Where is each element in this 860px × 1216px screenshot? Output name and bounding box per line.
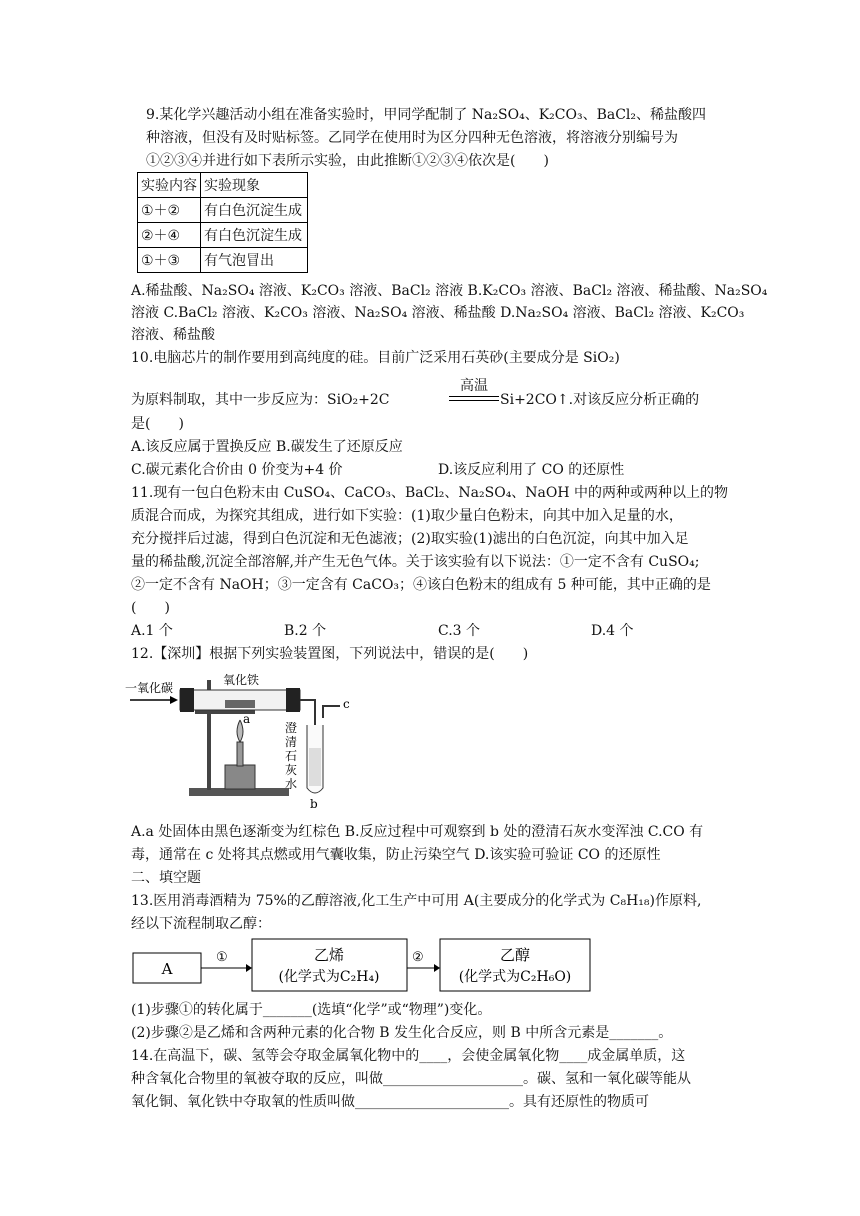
table-cell: 有白色沉淀生成 — [201, 223, 308, 248]
q12-options-line-1: A.a 处固体由黑色逐渐变为红棕色 B.反应过程中可观察到 b 处的澄清石灰水变浑浊 C.CO 有 — [131, 824, 704, 840]
limewater-liquid — [309, 748, 321, 786]
q10-option-c: C.碳元素化合价由 0 价变为+4 价 — [131, 462, 343, 478]
iron-oxide-sample — [225, 700, 255, 708]
table-cell: 有气泡冒出 — [201, 248, 308, 273]
q14-line-3: 氧化铜、氧化铁中夺取氧的性质叫做______________________。具有还原性的物质可 — [131, 1094, 649, 1110]
arrow-head-icon — [170, 696, 178, 704]
q9-options-line-2: 溶液 C.BaCl₂ 溶液、K₂CO₃ 溶液、Na₂SO₄ 溶液、稀盐酸 D.Na₂SO₄ 溶液、BaCl₂ 溶液、K₂CO₃ — [131, 305, 745, 321]
q11-line-2: 质混合而成，为探究其组成，进行如下实验：(1)取少量白色粉末，向其中加入足量的水， — [131, 508, 683, 524]
q9-options-line-3: 溶液、稀盐酸 — [131, 327, 215, 343]
q11-line-6: ( ) — [131, 600, 170, 616]
q11-line-3: 充分搅拌后过滤，得到白色沉淀和无色滤液；(2)取实验(1)滤出的白色沉淀，向其中加入足 — [131, 531, 689, 547]
q11-option-c: C.3 个 — [438, 623, 481, 639]
limewater-char: 清 — [285, 735, 298, 749]
q12-stem: 12.【深圳】根据下列实验装置图，下列说法中，错误的是( ) — [131, 646, 529, 662]
q9-experiment-table — [137, 172, 308, 273]
table-row — [138, 223, 308, 248]
section-title: 二、填空题 — [131, 870, 201, 886]
arrow-head-icon — [434, 964, 440, 972]
q11-option-a: A.1 个 — [131, 623, 173, 639]
flow-box-a-label: A — [161, 960, 173, 978]
arrow-head-icon — [246, 964, 252, 972]
gas-label: 一氧化碳 — [125, 681, 174, 695]
reaction-condition: 高温 — [460, 378, 488, 394]
q10-option-ab: A.该反应属于置换反应 B.碳发生了还原反应 — [131, 439, 403, 455]
q10-line-1: 10.电脑芯片的制作要用到高纯度的硅。目前广泛采用石英砂(主要成分是 SiO₂) — [131, 350, 620, 366]
point-c-label: c — [343, 697, 350, 711]
lamp-wick — [237, 742, 243, 766]
q9-line-2: 种溶液，但没有及时贴标签。乙同学在使用时为区分四种无色溶液，将溶液分别编号为 — [146, 130, 678, 146]
table-row — [138, 248, 308, 273]
q13-sub-1: (1)步骤①的转化属于_______(选填“化学”或“物理”)变化。 — [131, 1002, 492, 1018]
table-header-cell: 实验现象 — [201, 173, 308, 198]
table-header-cell: 实验内容 — [138, 173, 201, 198]
oxide-label: 氧化铁 — [223, 673, 260, 687]
q11-line-5: ②一定不含有 NaOH；③一定含有 CaCO₃；④该白色粉末的组成有 5 种可能，其中正确的是 — [131, 577, 711, 593]
alcohol-lamp — [225, 765, 255, 789]
q10-line-2-pre: 为原料制取，其中一步反应为：SiO₂+2C — [131, 392, 390, 408]
q10-option-d: D.该反应利用了 CO 的还原性 — [438, 462, 625, 478]
stopper-right — [286, 688, 300, 712]
q11-option-b: B.2 个 — [284, 623, 327, 639]
q11-option-d: D.4 个 — [591, 623, 634, 639]
q12-options-line-2: 毒，通常在 c 处将其点燃或用气囊收集，防止污染空气 D.该实验可验证 CO 的还原性 — [131, 847, 661, 863]
q11-line-1: 11.现有一包白色粉末由 CuSO₄、CaCO₃、BaCl₂、Na₂SO₄、NaOH 中的两种或两种以上的物 — [131, 485, 729, 501]
q13-sub-2: (2)步骤②是乙烯和含两种元素的化合物 B 发生化合反应，则 B 中所含元素是_______。 — [131, 1025, 673, 1041]
table-cell: ②＋④ — [138, 223, 201, 248]
q13-line-2: 经以下流程制取乙醇： — [131, 916, 271, 932]
flow-box-ethylene-name: 乙烯 — [313, 946, 345, 964]
point-b-label: b — [310, 797, 318, 810]
outlet-tube — [300, 700, 315, 725]
q14-line-1: 14.在高温下，碳、氢等会夺取金属氧化物中的____，会使金属氧化物____成金属单质，这 — [131, 1048, 686, 1064]
table-header-row — [138, 173, 308, 198]
point-a-label: a — [243, 712, 251, 726]
q13-line-1: 13.医用消毒酒精为 75%的乙醇溶液,化工生产中可用 A(主要成分的化学式为 C₈H₁₈)作原料, — [131, 893, 702, 909]
table-cell: 有白色沉淀生成 — [201, 198, 308, 223]
limewater-char: 石 — [285, 749, 298, 763]
q12-apparatus-figure — [125, 670, 365, 810]
table-cell: ①＋② — [138, 198, 201, 223]
limewater-char: 水 — [285, 777, 298, 791]
q14-line-2: 种含氧化合物里的氧被夺取的反应，叫做____________________。碳、氢和一氧化碳等能从 — [131, 1071, 691, 1087]
limewater-char: 澄 — [285, 721, 298, 735]
stopper-left — [180, 688, 194, 712]
exhaust-tube — [323, 706, 340, 718]
equals-sign — [449, 396, 499, 401]
q10-line-3: 是( ) — [131, 416, 184, 432]
flow-box-ethanol-formula: (化学式为C₂H₆O) — [458, 969, 572, 985]
flow-step-2: ② — [412, 950, 424, 965]
table-row — [138, 198, 308, 223]
flow-step-1: ① — [216, 950, 228, 965]
q11-line-4: 量的稀盐酸,沉淀全部溶解,并产生无色气体。关于该实验有以下说法：①一定不含有 CuSO₄; — [131, 554, 700, 570]
q9-options-line-1: A.稀盐酸、Na₂SO₄ 溶液、K₂CO₃ 溶液、BaCl₂ 溶液 B.K₂CO₃ 溶液、BaCl₂ 溶液、稀盐酸、Na₂SO₄ — [131, 283, 768, 299]
q13-flowchart — [128, 935, 598, 995]
limewater-char: 灰 — [285, 763, 298, 777]
q9-line-3: ①②③④并进行如下表所示实验，由此推断①②③④依次是( ) — [146, 153, 549, 169]
table-cell: ①＋③ — [138, 248, 201, 273]
flow-box-ethylene-formula: (化学式为C₂H₄) — [278, 969, 380, 985]
flow-box-ethanol-name: 乙醇 — [499, 946, 531, 964]
q10-line-2-post: Si+2CO↑.对该反应分析正确的 — [500, 392, 700, 408]
q9-line-1: 9.某化学兴趣活动小组在准备实验时，甲同学配制了 Na₂SO₄、K₂CO₃、BaCl₂、稀盐酸四 — [146, 107, 707, 123]
